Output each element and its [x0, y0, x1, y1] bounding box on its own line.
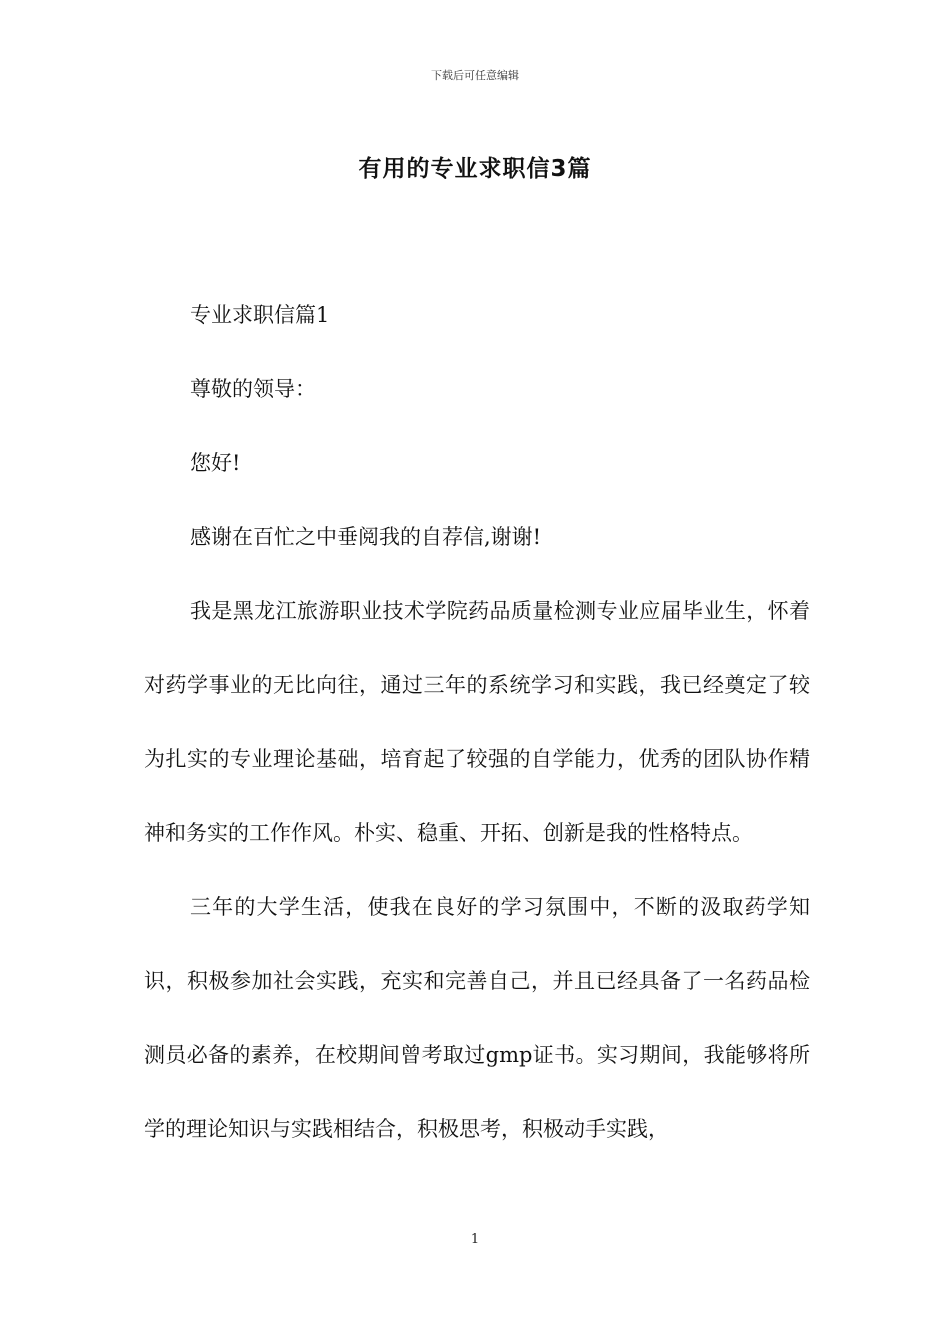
paragraph-thanks: 感谢在百忙之中垂阅我的自荐信,谢谢!	[190, 525, 542, 549]
paragraph-introduction: 我是黑龙江旅游职业技术学院药品质量检测专业应届毕业生，怀着对药学事业的无比向往，通过三年的系统学习和实践，我已经奠定了较为扎实的专业理论基础，培育起了较强的自学能力，优秀的团队协作精神和务实的工作作风。朴实、稳重、开拓、创新是我的性格特点。	[144, 599, 810, 845]
document-title: 有用的专业求职信3篇	[358, 156, 592, 182]
paragraph-greeting: 您好!	[190, 451, 241, 475]
paragraph-college-life: 三年的大学生活，使我在良好的学习氛围中，不断的汲取药学知识，积极参加社会实践，充实和完善自己，并且已经具备了一名药品检测员必备的素养，在校期间曾考取过gmp证书。实习期间，我能够将所学的理论知识与实践相结合，积极思考，积极动手实践，	[144, 895, 810, 1141]
paragraph-salutation: 尊敬的领导：	[190, 377, 316, 401]
page-number: 1	[470, 1232, 480, 1247]
paragraph-section-heading: 专业求职信篇1	[190, 303, 330, 327]
header-note: 下载后可任意编辑	[431, 69, 519, 82]
document-body	[144, 278, 810, 1166]
